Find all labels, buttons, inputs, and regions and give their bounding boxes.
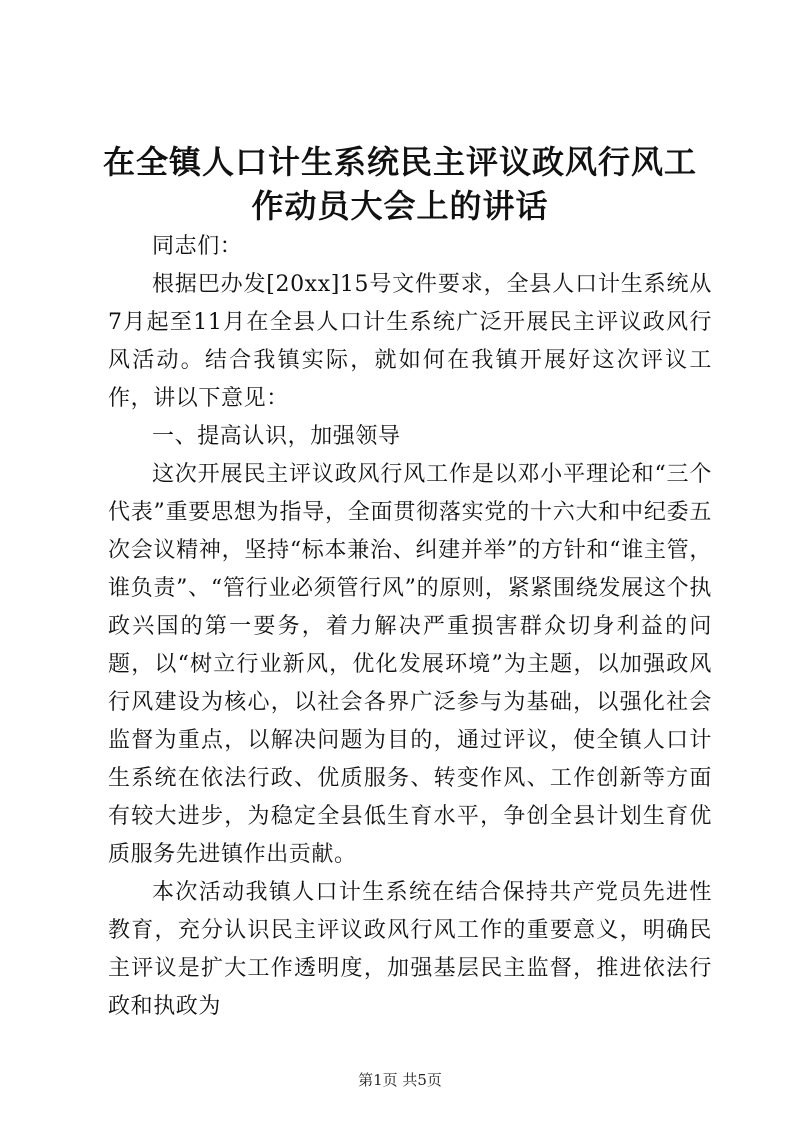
page-number-footer: 第1页 共5页 bbox=[358, 1071, 442, 1089]
document-title: 在全镇人口计生系统民主评议政风行风工作动员大会上的讲话 bbox=[102, 143, 697, 225]
section-heading: 一、提高认识，加强领导 bbox=[152, 424, 401, 449]
body-paragraph: 本次活动我镇人口计生系统在结合保持共产党员先进性教育，充分认识民主评议政风行风工作的重要意义，明确民主评议是扩大工作透明度，加强基层民主监督，推进依法行政和执政为 bbox=[108, 880, 712, 1019]
salutation-paragraph: 同志们： bbox=[152, 234, 243, 259]
intro-paragraph: 根据巴办发[20xx]15号文件要求，全县人口计生系统从7月起至11月在全县人口计生系统广泛开展民主评议政风行风活动。结合我镇实际，就如何在我镇开展好这次评议工作，讲以下意见： bbox=[108, 272, 712, 411]
document-body bbox=[108, 228, 712, 1026]
body-paragraph: 这次开展民主评议政风行风工作是以邓小平理论和“三个代表”重要思想为指导，全面贯彻落实党的十六大和中纪委五次会议精神，坚持“标本兼治、纠建并举”的方针和“谁主管，谁负责”、“管行业必须管行风”的原则，紧紧围绕发展这个执政兴国的第一要务，着力解决严重损害群众切身利益的问题，以“树立行业新风，优化发展环境”为主题，以加强政风行风建设为核心，以社会各界广泛参与为基础，以强化社会监督为重点，以解决问题为目的，通过评议，使全镇人口计生系统在依法行政、优质服务、转变作风、工作创新等方面有较大进步，为稳定全县低生育水平，争创全县计划生育优质服务先进镇作出贡献。 bbox=[108, 462, 712, 867]
